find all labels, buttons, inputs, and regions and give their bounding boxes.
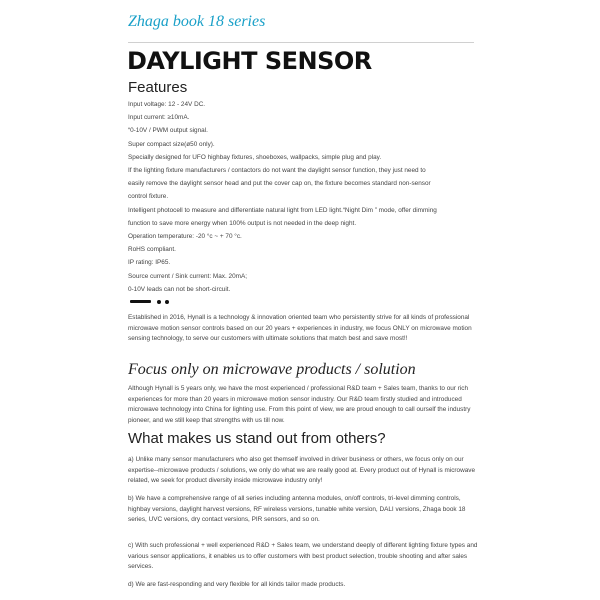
title-divider: [128, 42, 474, 43]
separator-dot: [157, 300, 161, 304]
focus-paragraph: Although Hynall is 5 years only, we have the most experienced / professional R&D team + Sales team, thanks to our rich experiences for more than 20 years in microwave motion sensor industry. Our R&D team firstly studied and introduced microwave technology into China for lighting use. From this point of view, we are proud enough to call ourself the industry pioneer, and we still keep that strengths with us till now.: [128, 385, 471, 424]
feature-item: function to save more energy when 100% output is not needed in the deep night.: [128, 219, 357, 227]
standout-point-d: d) We are fast-responding and very flexible for all kinds tailor made products.: [128, 581, 346, 588]
feature-item: easily remove the daylight sensor head and put the cover cap on, the fixture becomes standard non-sensor: [128, 180, 431, 188]
page-title: DAYLIGHT SENSOR: [127, 47, 372, 75]
features-list: [128, 98, 478, 296]
series-subtitle: Zhaga book 18 series: [128, 13, 266, 30]
feature-item: Input voltage: 12 - 24V DC.: [128, 101, 206, 108]
separator-dot: [165, 300, 169, 304]
features-heading: Features: [128, 79, 188, 96]
standout-point-a: a) Unlike many sensor manufacturers who also get themself involved in driver business or others, we focus only on our expertise--microwave products / solutions, we only do what we are really good at. Every product out of Hynall is microwave related, we seek for product diversity inside microwave industry only!: [128, 456, 476, 485]
feature-item: Input current: ≥10mA.: [128, 114, 190, 122]
feature-item: IP rating: IP65.: [128, 259, 171, 267]
standout-point-c: c) With such professional + well experienced R&D + Sales team, we understand deeply of different lighting fixture types and various sensor applications, it enables us to offer customers with best product selection, trouble shooting and after sales services.: [128, 542, 478, 571]
feature-item: Intelligent photocell to measure and differentiate natural light from LED light.“Night Dim ” mode, offer dimming: [128, 206, 437, 214]
separator-bar: [130, 300, 151, 303]
feature-item: “0-10V / PWM output signal.: [128, 127, 208, 135]
feature-item: control fixture.: [128, 193, 169, 201]
intro-paragraph: Established in 2016, Hynall is a technology & innovation oriented team who persistently strive for all kinds of professional microwave motion sensor controls based on our 20 years + experiences in industry, we focus ONLY on microwave motion sensing technology, to serve our customers with ultimate solutions that match best and save most!!: [128, 314, 472, 343]
feature-item: Operation temperature: -20 °c ~ + 70 °c.: [128, 233, 242, 241]
feature-item: If the lighting fixture manufacturers / contactors do not want the daylight sensor function, they just need to: [128, 167, 426, 175]
standout-heading: What makes us stand out from others?: [128, 430, 386, 447]
feature-item: 0-10V leads can not be short-circuit.: [128, 285, 231, 293]
feature-item: RoHS compliant.: [128, 246, 176, 254]
feature-item: Source current / Sink current: Max. 20mA;: [128, 272, 247, 280]
feature-item: Super compact size(ø50 only).: [128, 140, 215, 148]
focus-heading: Focus only on microwave products / solution: [128, 361, 416, 378]
feature-item: Specially designed for UFO highbay fixtures, shoeboxes, wallpacks, simple plug and play.: [128, 153, 382, 161]
standout-point-b: b) We have a comprehensive range of all series including antenna modules, on/off controls, tri-level dimming controls, highbay versions, daylight harvest versions, RF wireless versions, tunable white version, DALI versions, Zhaga book 18 series, UVC versions, dry contact versions, PIR sensors, and so on.: [128, 495, 466, 524]
